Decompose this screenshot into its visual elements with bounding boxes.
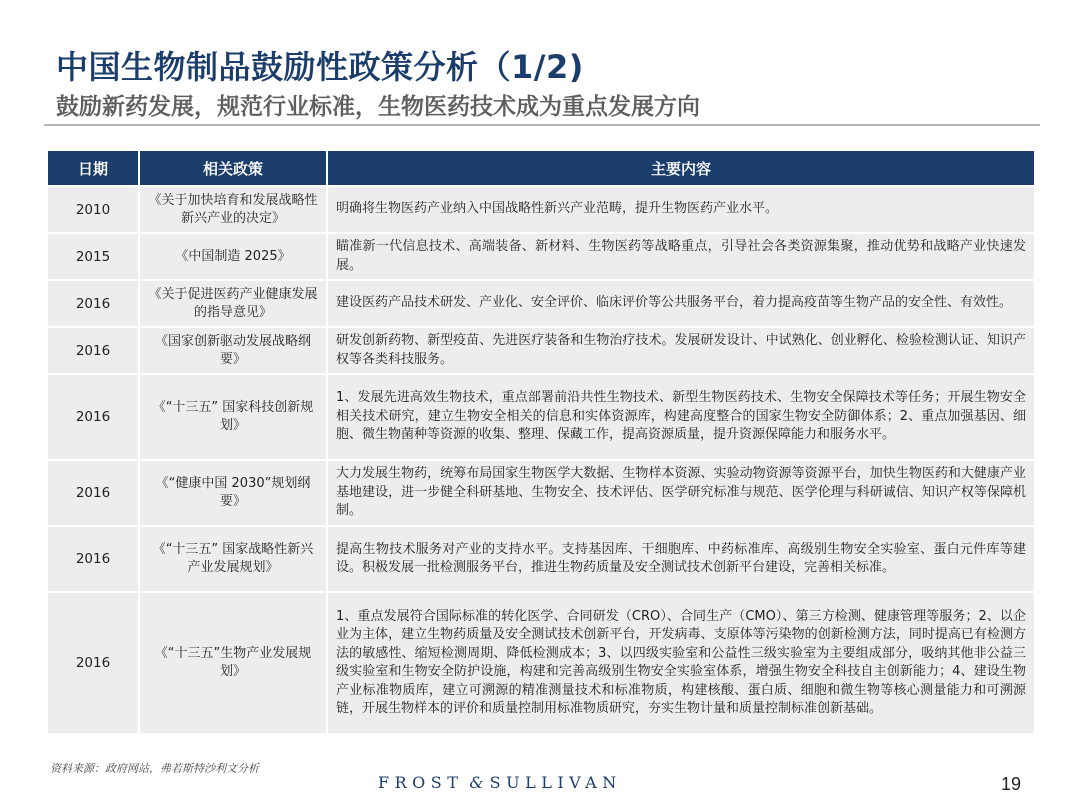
header-date: 日期: [48, 151, 140, 185]
row-date: 2016: [48, 461, 140, 525]
row-content: 提高生物技术服务对产业的支持水平。支持基因库、干细胞库、中药标准库、高级别生物安全实验室、蛋白元件库等建设。积极发展一批检测服务平台，推进生物药质量及安全测试技术创新平台建设，完善相关标准。: [328, 527, 1034, 591]
row-date: 2016: [48, 593, 140, 733]
table-row: [48, 328, 1034, 373]
row-policy: 《关于加快培育和发展战略性新兴产业的决定》: [140, 187, 328, 232]
table-row: [48, 461, 1034, 525]
row-content: 建设医药产品技术研发、产业化、安全评价、临床评价等公共服务平台，着力提高疫苗等生物产品的安全性、有效性。: [328, 281, 1034, 326]
row-policy: 《国家创新驱动发展战略纲要》: [140, 328, 328, 373]
row-date: 2010: [48, 187, 140, 232]
source-note: 资料来源：政府网站，弗若斯特沙利文分析: [50, 762, 259, 775]
row-date: 2015: [48, 234, 140, 279]
logo-word-frost: FROST: [378, 773, 464, 792]
page-number: 19: [1001, 774, 1022, 794]
logo-ampersand: &: [469, 773, 484, 792]
policy-table: [48, 149, 1034, 735]
table-header-row: [48, 151, 1034, 185]
row-content: 1、重点发展符合国际标准的转化医学、合同研发（CRO）、合同生产（CMO）、第三方检测、健康管理等服务；2、以企业为主体，建立生物药质量及安全测试技术创新平台，开发病毒、支原体等污染物的创新检测方法，同时提高已有检测方法的敏感性、缩短检测周期、降低检测成本；3、以四级实验室和公益性三级实验室为主要组成部分，吸纳其他非公益三级实验室和生物安全防护设施，构建和完善高级别生物安全实验室体系，增强生物安全科技自主创新能力；4、建设生物产业标准物质库，建立可溯源的精准测量技术和标准物质，构建核酸、蛋白质、细胞和微生物等核心测量能力和可溯源链，开展生物样本的评价和质量控制用标准物质研究，夯实生物计量和质量控制标准创新基础。: [328, 593, 1034, 733]
row-content: 明确将生物医药产业纳入中国战略性新兴产业范畴，提升生物医药产业水平。: [328, 187, 1034, 232]
logo-word-sullivan: SULLIVAN: [489, 773, 622, 792]
header-content: 主要内容: [328, 151, 1034, 185]
row-policy: 《“十三五”生物产业发展规划》: [140, 593, 328, 733]
frost-sullivan-logo: [378, 773, 622, 792]
row-policy: 《“健康中国 2030”规划纲要》: [140, 461, 328, 525]
row-date: 2016: [48, 281, 140, 326]
row-date: 2016: [48, 527, 140, 591]
row-content: 1、发展先进高效生物技术，重点部署前沿共性生物技术、新型生物医药技术、生物安全保障技术等任务；开展生物安全相关技术研究，建立生物安全相关的信息和实体资源库，构建高度整合的国家生物安全防御体系；2、重点加强基因、细胞、微生物菌种等资源的收集、整理、保藏工作，提高资源质量，提升资源保障能力和服务水平。: [328, 375, 1034, 459]
table-row: [48, 527, 1034, 591]
title-divider: [44, 124, 1040, 126]
row-policy: 《关于促进医药产业健康发展的指导意见》: [140, 281, 328, 326]
row-content: 大力发展生物药，统筹布局国家生物医学大数据、生物样本资源、实验动物资源等资源平台，加快生物医药和大健康产业基地建设，进一步健全科研基地、生物安全、技术评估、医学研究标准与规范、医学伦理与科研诚信、知识产权等保障机制。: [328, 461, 1034, 525]
row-policy: 《“十三五” 国家科技创新规划》: [140, 375, 328, 459]
row-policy: 《中国制造 2025》: [140, 234, 328, 279]
table-row: [48, 234, 1034, 279]
table-row: [48, 281, 1034, 326]
table-row: [48, 593, 1034, 733]
row-content: 研发创新药物、新型疫苗、先进医疗装备和生物治疗技术。发展研发设计、中试熟化、创业孵化、检验检测认证、知识产权等各类科技服务。: [328, 328, 1034, 373]
row-date: 2016: [48, 328, 140, 373]
page-title: 中国生物制品鼓励性政策分析（1/2): [56, 48, 584, 86]
row-content: 瞄准新一代信息技术、高端装备、新材料、生物医药等战略重点，引导社会各类资源集聚，推动优势和战略产业快速发展。: [328, 234, 1034, 279]
row-date: 2016: [48, 375, 140, 459]
row-policy: 《“十三五” 国家战略性新兴产业发展规划》: [140, 527, 328, 591]
table-row: [48, 375, 1034, 459]
table-row: [48, 187, 1034, 232]
page-subtitle: 鼓励新药发展，规范行业标准，生物医药技术成为重点发展方向: [56, 94, 700, 120]
header-policy: 相关政策: [140, 151, 328, 185]
